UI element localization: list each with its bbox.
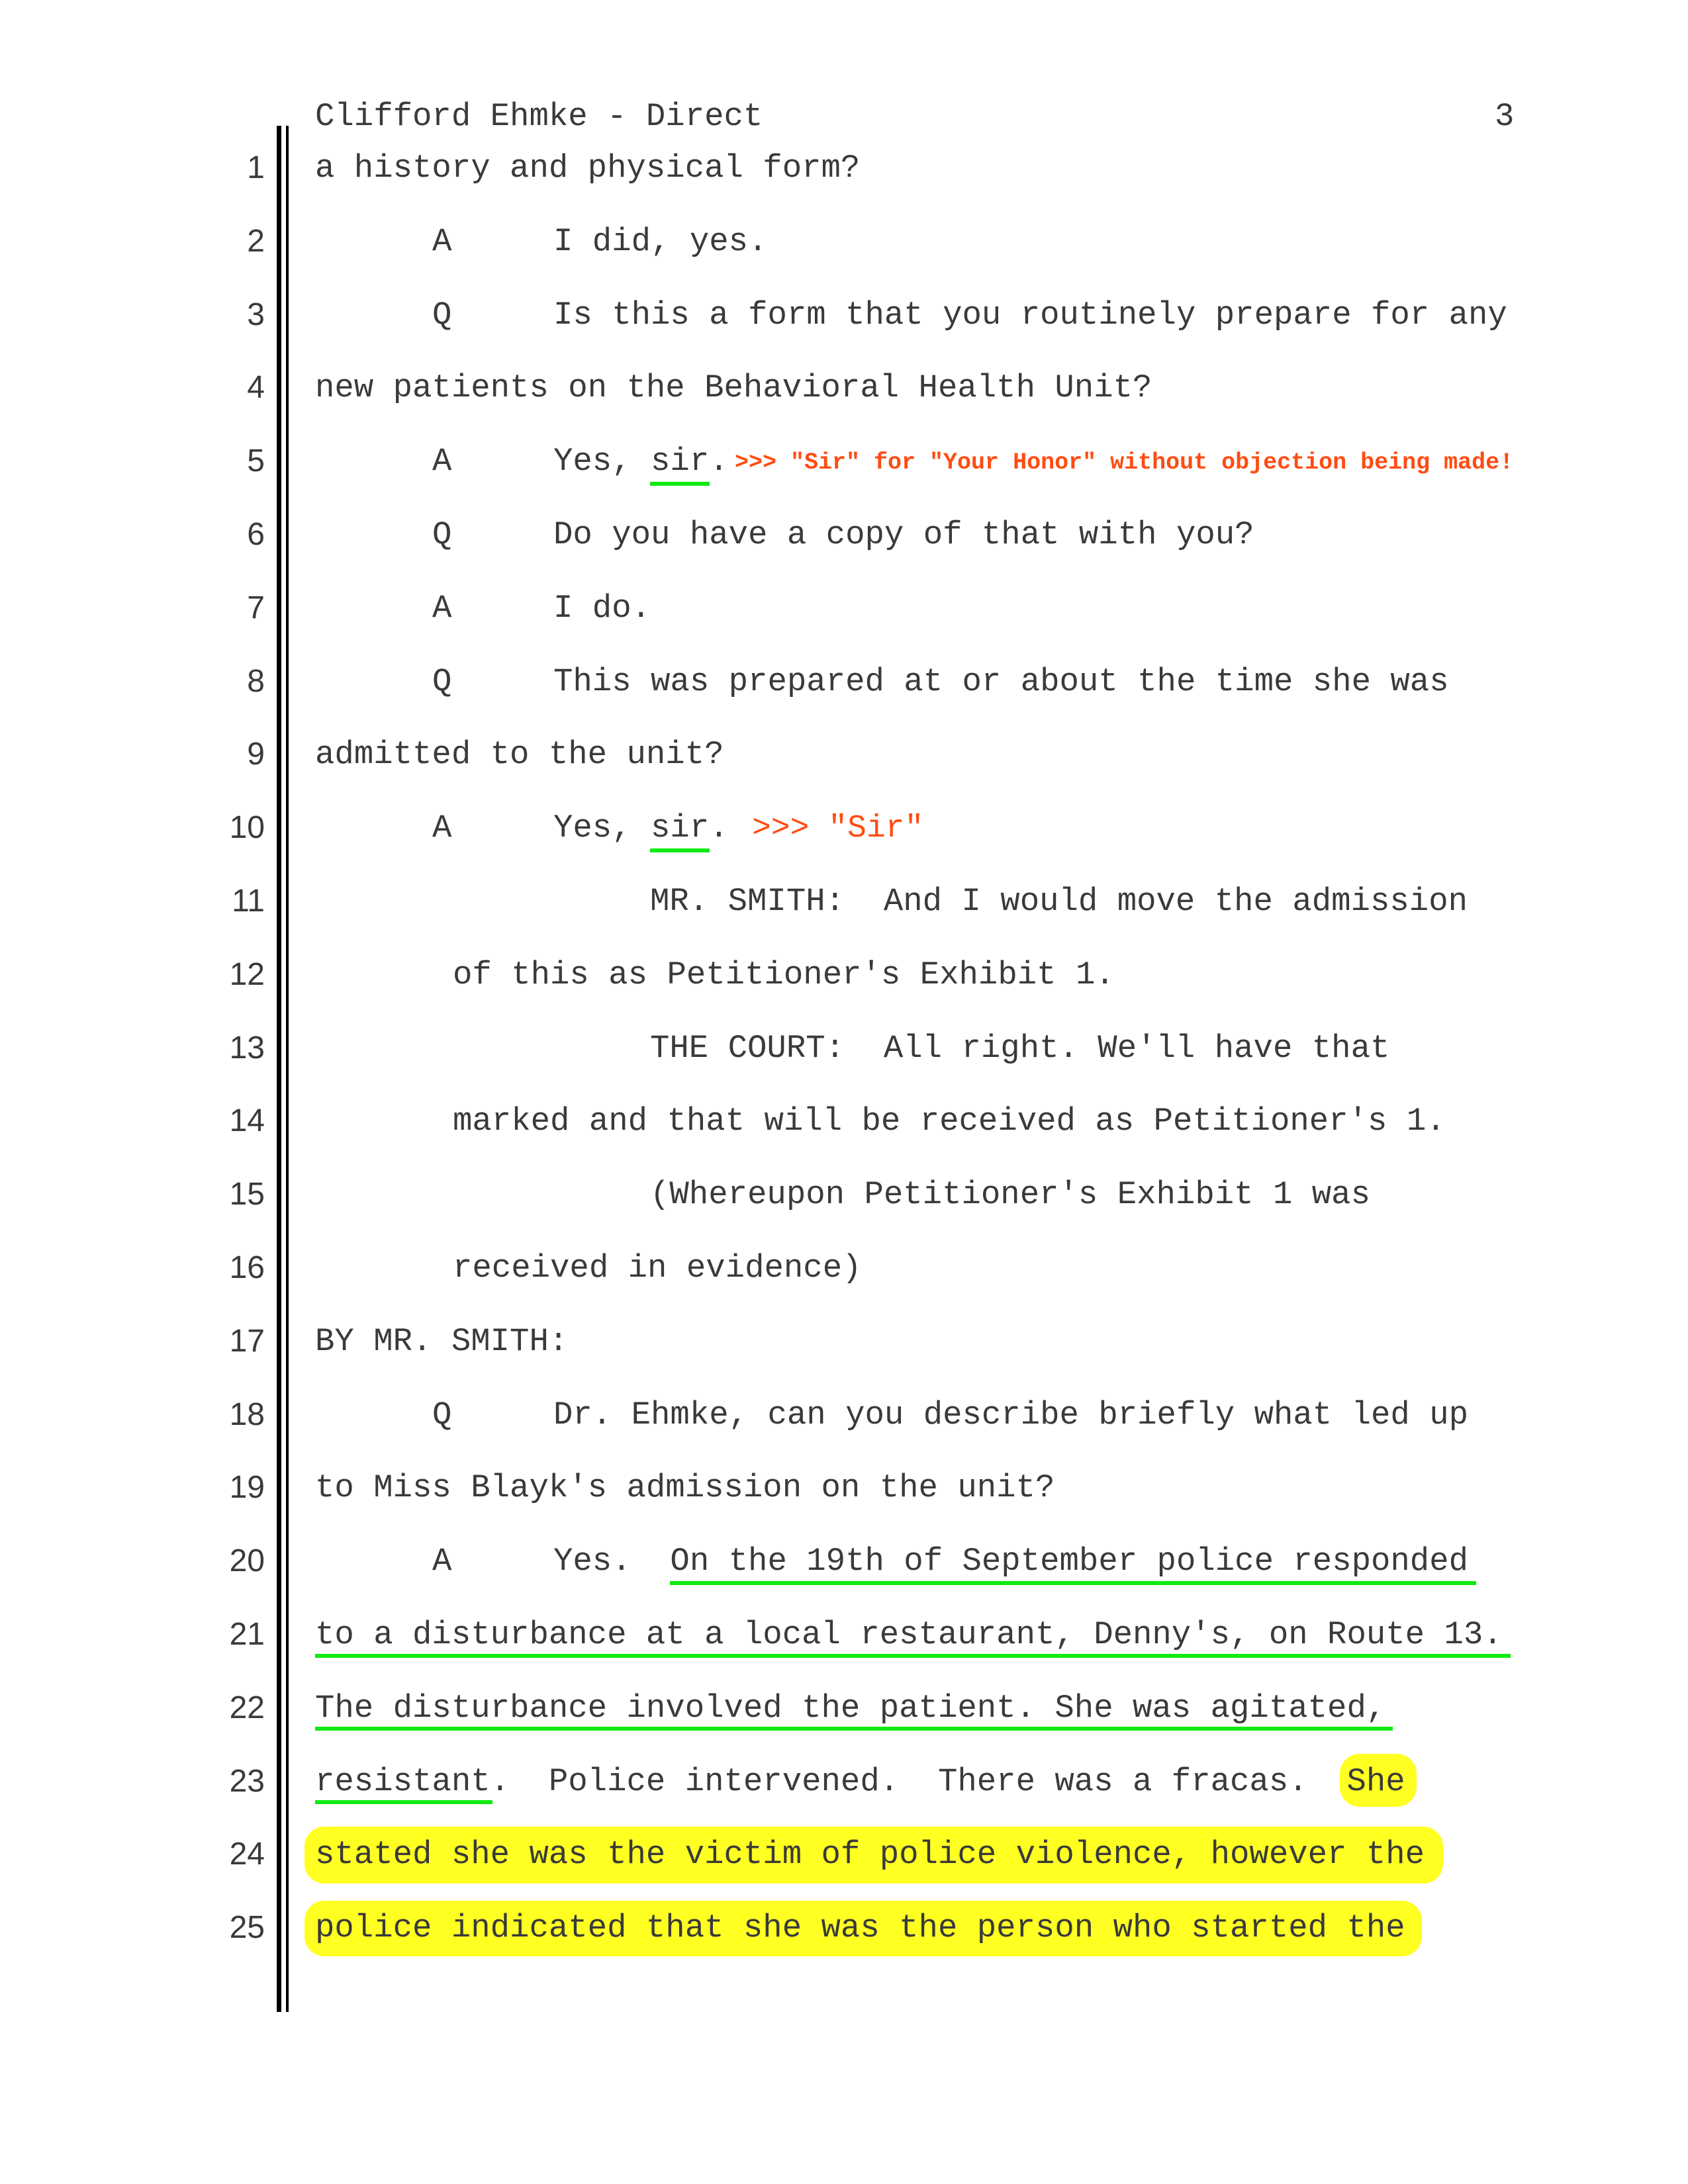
line-text: of this as Petitioner's Exhibit 1. bbox=[453, 956, 1115, 993]
line-text: Is this a form that you routinely prepare for any bbox=[553, 296, 1507, 334]
speaker-marker: Q bbox=[432, 1396, 452, 1433]
annotation-note: >>> "Sir" for "Your Honor" without objection being made! bbox=[735, 449, 1514, 476]
line-number: 20 bbox=[229, 1543, 265, 1578]
line-number: 9 bbox=[247, 737, 265, 772]
line-number: 10 bbox=[229, 810, 265, 845]
line-number: 22 bbox=[229, 1690, 265, 1725]
speaker-marker: A bbox=[432, 590, 452, 627]
line-text: This was prepared at or about the time she was bbox=[553, 663, 1449, 700]
line-text: Yes. On the 19th of September police responded bbox=[553, 1543, 1469, 1580]
line-text: stated she was the victim of police violence, however the bbox=[315, 1836, 1425, 1873]
speaker-marker: A bbox=[432, 223, 452, 260]
line-text: admitted to the unit? bbox=[315, 736, 724, 773]
line-number: 11 bbox=[232, 884, 265, 919]
line-text: new patients on the Behavioral Health Unit? bbox=[315, 369, 1152, 406]
line-number: 16 bbox=[229, 1250, 265, 1285]
line-number: 12 bbox=[229, 957, 265, 992]
underline-mark bbox=[315, 1654, 1511, 1658]
line-text: Dr. Ehmke, can you describe briefly what led up bbox=[553, 1396, 1469, 1433]
line-number: 18 bbox=[229, 1397, 265, 1432]
speaker-marker: A bbox=[432, 809, 452, 846]
margin-rule-left bbox=[277, 126, 281, 2012]
line-number: 2 bbox=[247, 224, 265, 259]
underline-mark bbox=[315, 1727, 1393, 1731]
line-number: 5 bbox=[247, 443, 265, 478]
speaker-marker: Q bbox=[432, 296, 452, 334]
line-text: Yes, sir. bbox=[553, 443, 729, 480]
line-text: to Miss Blayk's admission on the unit? bbox=[315, 1469, 1055, 1506]
line-text: The disturbance involved the patient. She was agitated, bbox=[315, 1690, 1386, 1727]
line-number: 19 bbox=[229, 1470, 265, 1505]
line-text: a history and physical form? bbox=[315, 150, 861, 187]
underline-mark bbox=[650, 482, 710, 486]
line-number: 17 bbox=[229, 1324, 265, 1359]
line-text: I did, yes. bbox=[553, 223, 768, 260]
line-text: THE COURT: All right. We'll have that bbox=[650, 1030, 1390, 1067]
margin-rule-right bbox=[286, 126, 289, 2012]
line-text: marked and that will be received as Petitioner's 1. bbox=[453, 1103, 1446, 1140]
annotation-note: >>> "Sir" bbox=[752, 811, 924, 846]
line-number: 7 bbox=[247, 590, 265, 625]
page-header-title: Clifford Ehmke - Direct bbox=[315, 98, 763, 135]
speaker-marker: Q bbox=[432, 663, 452, 700]
line-number: 3 bbox=[247, 297, 265, 332]
speaker-marker: Q bbox=[432, 516, 452, 553]
line-number: 13 bbox=[229, 1030, 265, 1066]
line-text: to a disturbance at a local restaurant, Denny's, on Route 13. bbox=[315, 1616, 1503, 1653]
line-text: MR. SMITH: And I would move the admission bbox=[650, 883, 1468, 920]
line-text: police indicated that she was the person who started the bbox=[315, 1909, 1405, 1946]
line-text: resistant. Police intervened. There was a fracas. She bbox=[315, 1763, 1405, 1800]
line-number: 1 bbox=[247, 150, 265, 185]
line-number: 8 bbox=[247, 664, 265, 699]
page-number: 3 bbox=[1495, 98, 1515, 135]
line-text: Do you have a copy of that with you? bbox=[553, 516, 1254, 553]
line-number: 6 bbox=[247, 517, 265, 552]
underline-mark bbox=[670, 1581, 1476, 1585]
line-number: 25 bbox=[229, 1910, 265, 1945]
underline-mark bbox=[650, 848, 710, 852]
speaker-marker: A bbox=[432, 443, 452, 480]
line-text: (Whereupon Petitioner's Exhibit 1 was bbox=[650, 1176, 1370, 1213]
line-text: received in evidence) bbox=[453, 1250, 862, 1287]
line-number: 15 bbox=[229, 1177, 265, 1212]
line-number: 4 bbox=[247, 370, 265, 405]
line-text: BY MR. SMITH: bbox=[315, 1323, 569, 1360]
line-number: 24 bbox=[229, 1837, 265, 1872]
line-text: I do. bbox=[553, 590, 651, 627]
line-number: 21 bbox=[229, 1617, 265, 1652]
line-number: 14 bbox=[229, 1103, 265, 1138]
line-text: Yes, sir. bbox=[553, 809, 729, 846]
line-number: 23 bbox=[229, 1764, 265, 1799]
speaker-marker: A bbox=[432, 1543, 452, 1580]
underline-mark bbox=[315, 1800, 492, 1804]
